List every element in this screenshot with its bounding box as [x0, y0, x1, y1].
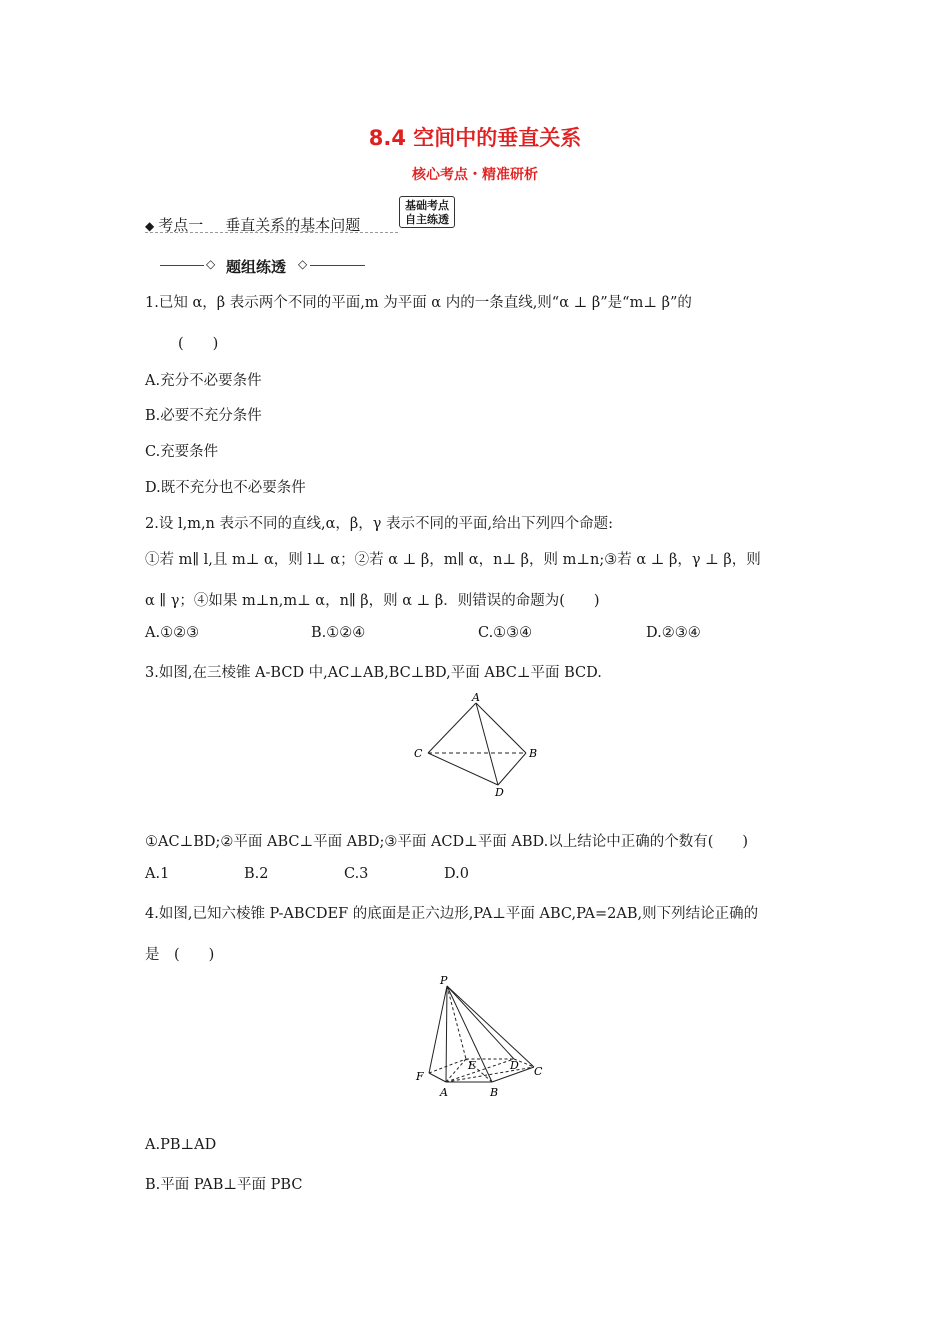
- q3-option-d: D.0: [444, 866, 469, 882]
- q3-option-b: B.2: [244, 866, 269, 882]
- edge-PA: [446, 986, 447, 1082]
- edge-PF: [429, 986, 447, 1073]
- label-E: E: [468, 1059, 477, 1072]
- q4-stem: 4.如图,已知六棱锥 P-ABCDEF 的底面是正六边形,PA⊥平面 ABC,PA=2AB,则下列结论正确的: [145, 906, 759, 922]
- q2-option-c: C.①③④: [478, 625, 533, 641]
- label-P: P: [440, 974, 448, 987]
- q3-option-a: A.1: [145, 866, 170, 882]
- diamond-left-icon: ◇: [206, 257, 216, 271]
- q4-line-2: 是 ( ): [145, 947, 215, 963]
- edge-AC: [428, 703, 476, 753]
- q3-stem: 3.如图,在三棱锥 A-BCD 中,AC⊥AB,BC⊥BD,平面 ABC⊥平面 BCD.: [145, 665, 602, 681]
- q3-line-2: ①AC⊥BD;②平面 ABC⊥平面 ABD;③平面 ACD⊥平面 ABD.以上结论中正确的个数有( ): [145, 834, 749, 850]
- section-badge: [399, 196, 455, 228]
- label-A: A: [472, 691, 480, 704]
- q1-stem: 1.已知 α，β 表示两个不同的平面,m 为平面 α 内的一条直线,则“α ⊥ β”是“m⊥ β”的: [145, 295, 692, 311]
- section-name: 垂直关系的基本问题: [225, 216, 361, 234]
- q1-option-a: A.充分不必要条件: [145, 373, 262, 389]
- q4-option-b: B.平面 PAB⊥平面 PBC: [145, 1177, 303, 1193]
- group-rule-right: [310, 265, 365, 266]
- label-C: C: [534, 1065, 543, 1078]
- edge-AB: [476, 703, 526, 753]
- q2-line-3: α ∥ γ；④如果 m⊥n,m⊥ α，n∥ β，则 α ⊥ β．则错误的命题为( ): [145, 593, 600, 609]
- q2-option-a: A.①②③: [145, 625, 200, 641]
- label-D: D: [495, 786, 504, 799]
- edge-PD: [447, 986, 514, 1059]
- badge-line-2: 自主练透: [405, 213, 449, 226]
- edge-PC: [447, 986, 534, 1067]
- edge-FA: [429, 1073, 446, 1082]
- q2-stem: 2.设 l,m,n 表示不同的直线,α，β，γ 表示不同的平面,给出下列四个命题:: [145, 516, 614, 532]
- edge-FE-hidden: [429, 1059, 466, 1073]
- q3-option-c: C.3: [344, 866, 369, 882]
- q2-option-d: D.②③④: [646, 625, 701, 641]
- q1-option-d: D.既不充分也不必要条件: [145, 480, 306, 496]
- label-A: A: [440, 1086, 448, 1099]
- q1-option-c: C.充要条件: [145, 444, 219, 460]
- q1-blank: ( ): [178, 336, 219, 352]
- diamond-bullet-icon: ◆: [145, 219, 155, 233]
- q4-option-a: A.PB⊥AD: [145, 1137, 217, 1153]
- section-underline: [145, 232, 398, 233]
- label-C: C: [414, 747, 423, 760]
- label-F: F: [416, 1070, 424, 1083]
- label-B: B: [490, 1086, 499, 1099]
- diamond-right-icon: ◇: [298, 257, 308, 271]
- edge-AD: [476, 703, 498, 785]
- page-subtitle: 核心考点・精准研析: [412, 167, 538, 183]
- q2-option-b: B.①②④: [311, 625, 366, 641]
- page-title: 8.4 空间中的垂直关系: [368, 126, 582, 150]
- edge-BD: [498, 753, 526, 785]
- section-label: 考点一: [158, 216, 204, 234]
- q1-option-b: B.必要不充分条件: [145, 408, 262, 424]
- q3-tetrahedron-figure: [408, 690, 548, 800]
- label-B: B: [529, 747, 538, 760]
- badge-line-1: 基础考点: [405, 199, 449, 212]
- edge-CD: [428, 753, 498, 785]
- label-D: D: [510, 1059, 519, 1072]
- q2-line-2: ①若 m∥ l,且 m⊥ α，则 l⊥ α；②若 α ⊥ β，m∥ α，n⊥ β，则 m⊥n;③若 α ⊥ β，γ ⊥ β，则: [145, 552, 761, 568]
- q4-hexagonal-pyramid-figure: [410, 972, 550, 1100]
- group-heading: [160, 256, 365, 276]
- group-title: 题组练透: [226, 258, 287, 276]
- group-rule-left: [160, 265, 204, 266]
